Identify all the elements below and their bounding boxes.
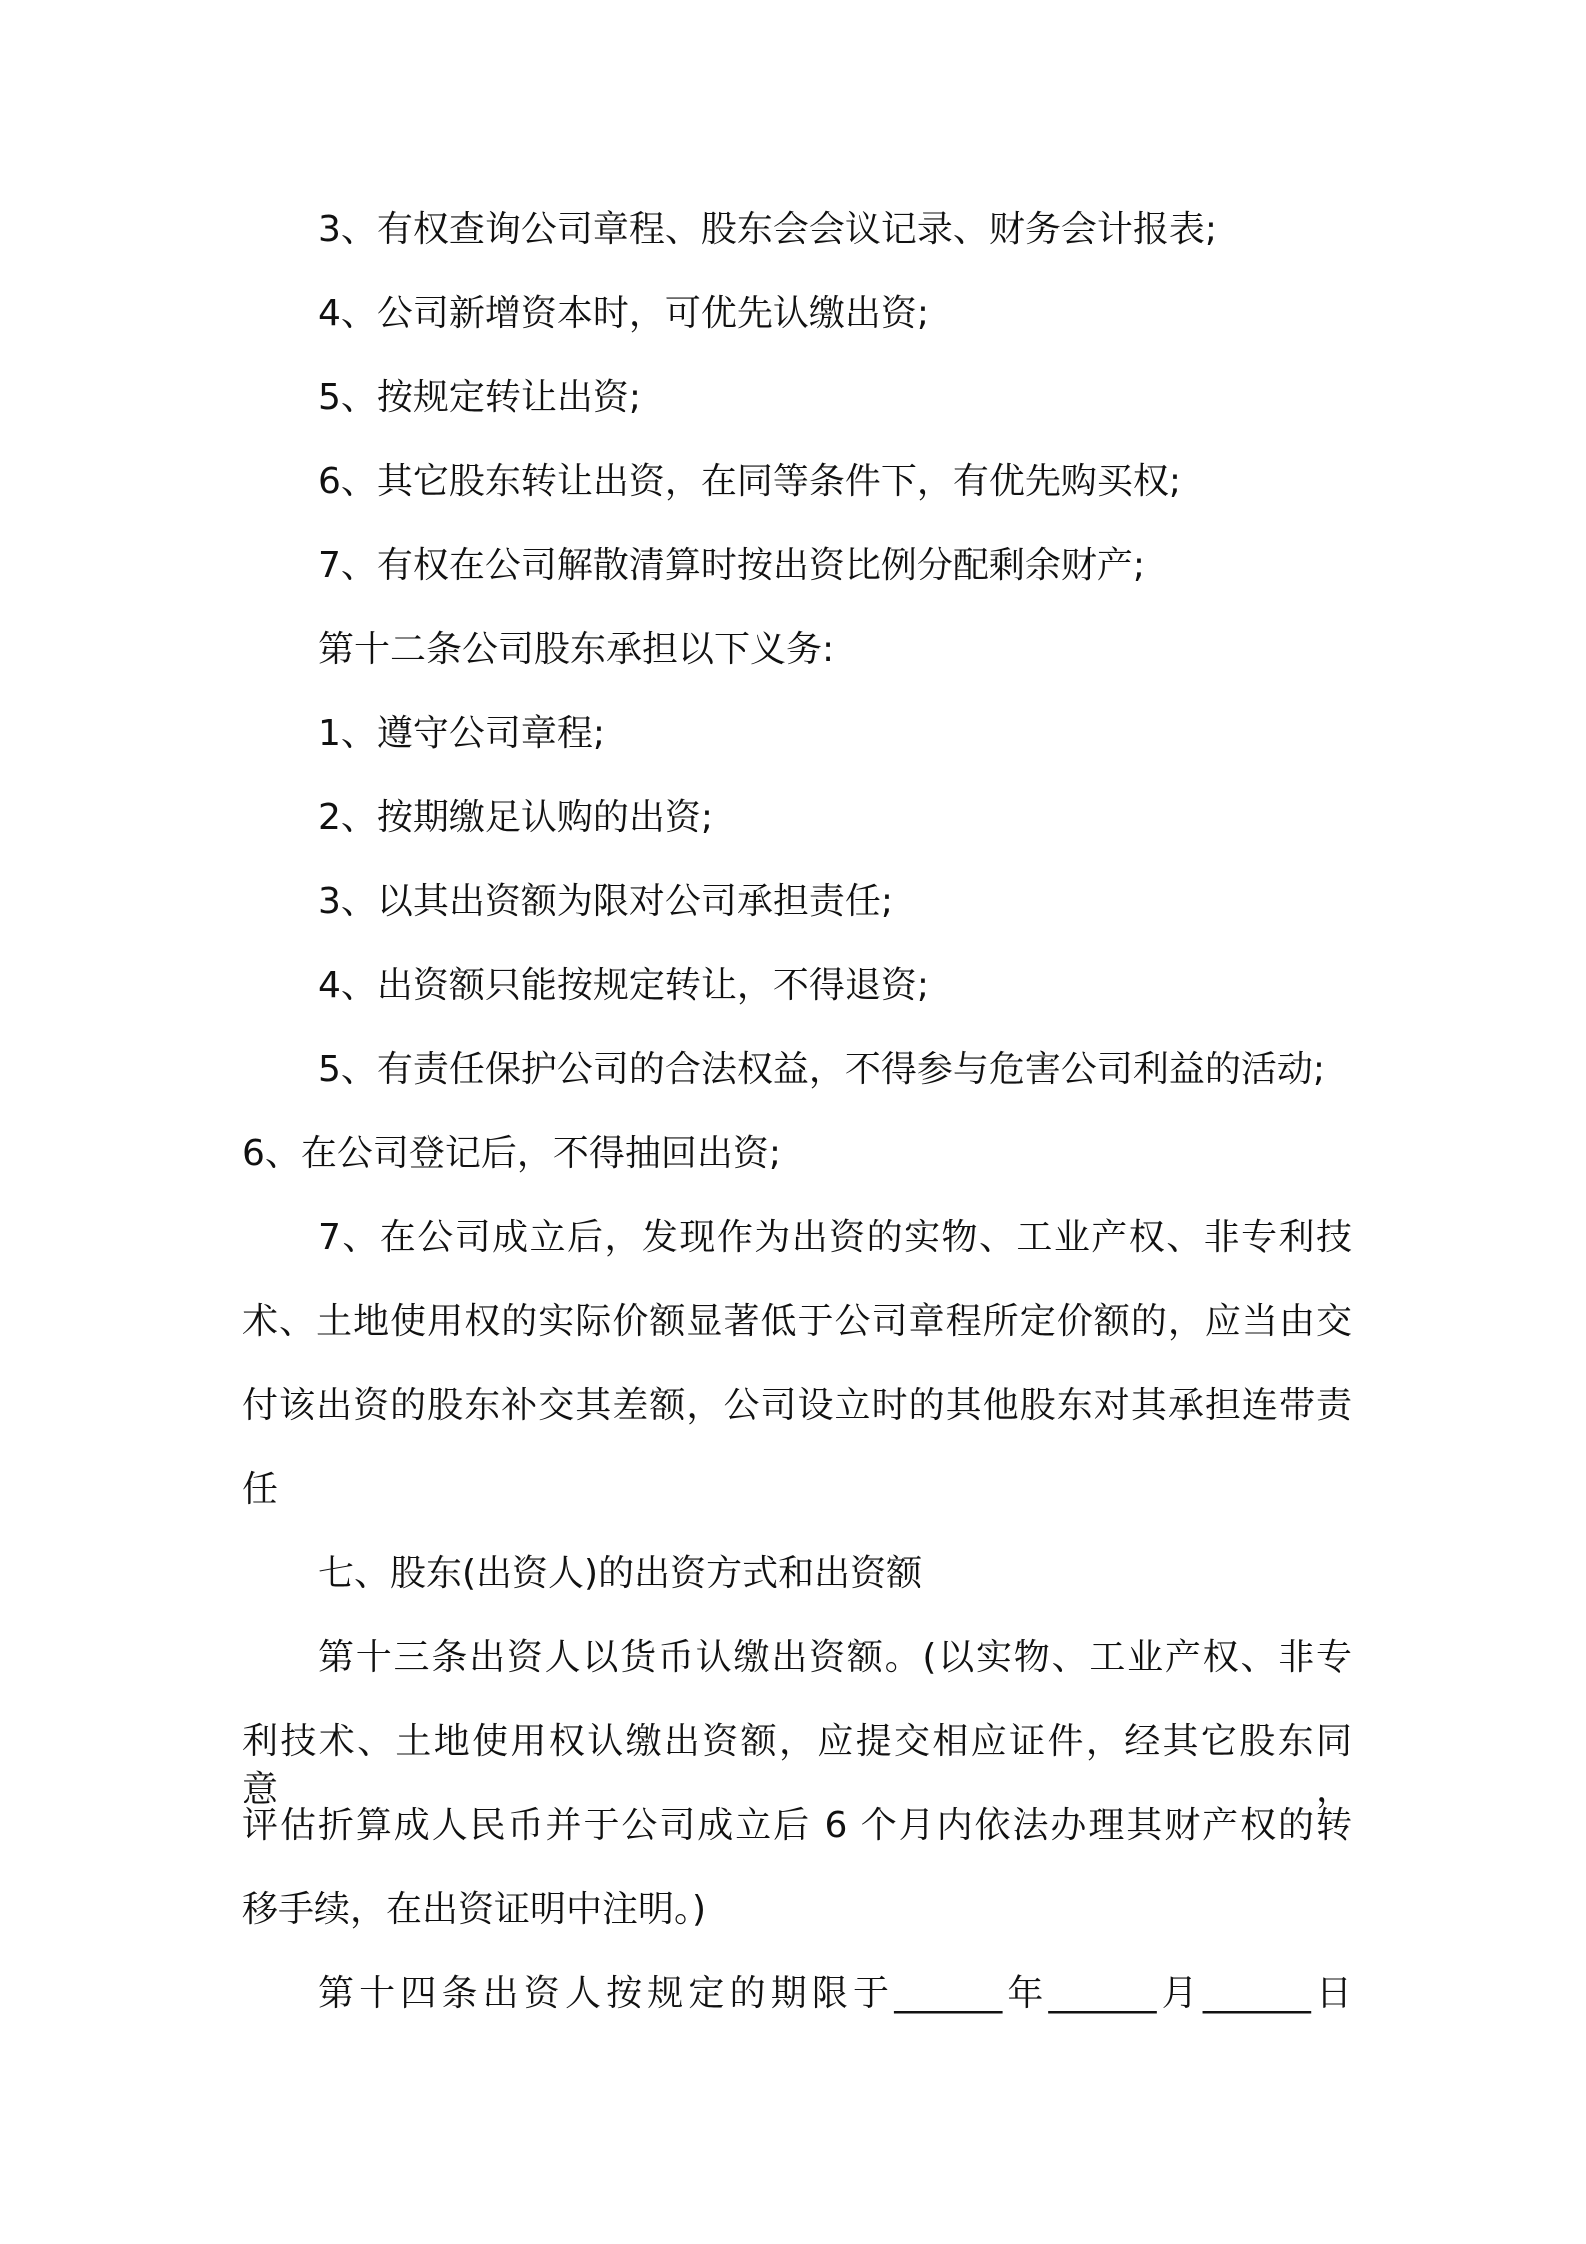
text-line: 付该出资的股东补交其差额，公司设立时的其他股东对其承担连带责 <box>242 1385 1352 1426</box>
text-line: 5、按规定转让出资; <box>318 377 642 418</box>
paragraph-line <box>0 1382 1586 1430</box>
paragraph-line <box>0 1298 1586 1346</box>
text-line: 3、有权查询公司章程、股东会会议记录、财务会计报表; <box>318 209 1218 250</box>
text-line: 3、以其出资额为限对公司承担责任; <box>318 881 894 922</box>
section-heading: 第十二条公司股东承担以下义务: <box>318 629 835 670</box>
paragraph-line <box>0 1802 1586 1850</box>
text-line: 利技术、土地使用权认缴出资额，应提交相应证件，经其它股东同意， <box>242 1721 1352 1810</box>
text-line: 第十四条出资人按规定的期限于______年______月______日 <box>318 1973 1352 2014</box>
text-line: 6、其它股东转让出资，在同等条件下，有优先购买权; <box>318 461 1182 502</box>
paragraph-line <box>0 1970 1586 2018</box>
text-line: 任 <box>242 1469 279 1510</box>
paragraph-line <box>0 1634 1586 1682</box>
text-line: 术、土地使用权的实际价额显著低于公司章程所定价额的，应当由交 <box>242 1301 1352 1342</box>
text-line: 4、公司新增资本时，可优先认缴出资; <box>318 293 930 334</box>
text-line: 移手续，在出资证明中注明。) <box>242 1889 707 1930</box>
section-heading: 七、股东(出资人)的出资方式和出资额 <box>318 1553 923 1594</box>
paragraph-line <box>0 1214 1586 1262</box>
text-line: 5、有责任保护公司的合法权益，不得参与危害公司利益的活动; <box>318 1049 1326 1090</box>
text-line: 6、在公司登记后，不得抽回出资; <box>242 1133 782 1174</box>
text-line: 7、有权在公司解散清算时按出资比例分配剩余财产; <box>318 545 1146 586</box>
text-line: 第十三条出资人以货币认缴出资额。(以实物、工业产权、非专 <box>318 1637 1352 1678</box>
text-line: 2、按期缴足认购的出资; <box>318 797 714 838</box>
text-line: 4、出资额只能按规定转让，不得退资; <box>318 965 930 1006</box>
text-line: 7、在公司成立后，发现作为出资的实物、工业产权、非专利技 <box>318 1217 1352 1258</box>
text-line: 1、遵守公司章程; <box>318 713 606 754</box>
text-line: 评估折算成人民币并于公司成立后 6 个月内依法办理其财产权的转 <box>242 1805 1352 1846</box>
paragraph-line <box>0 1718 1586 1814</box>
